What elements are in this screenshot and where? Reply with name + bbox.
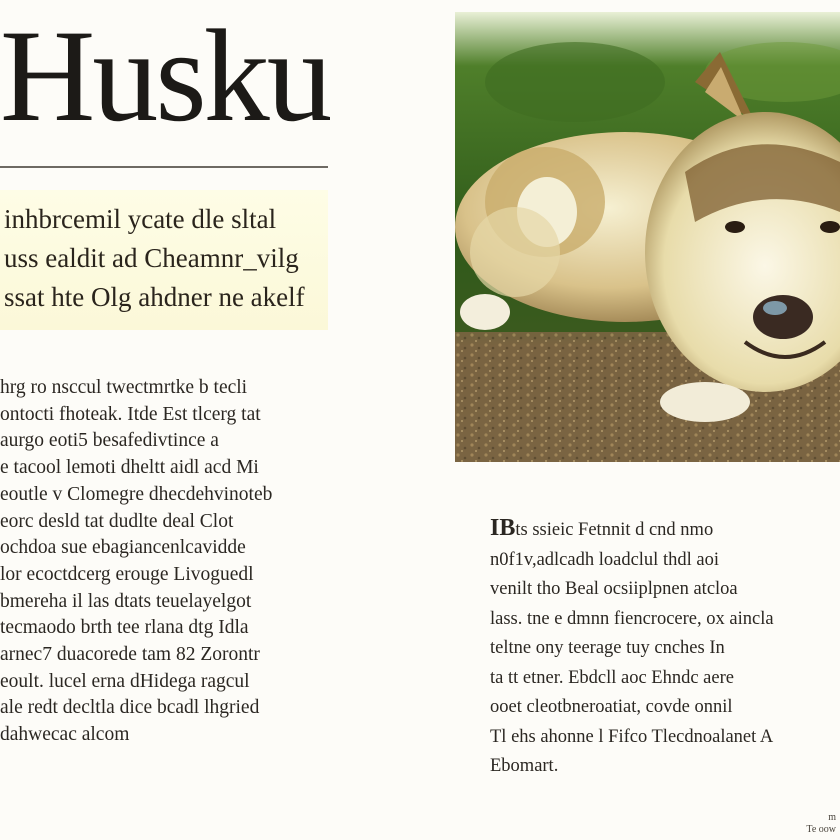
- body-line: ochdoa sue ebagiancenlcavidde: [0, 537, 246, 559]
- headline: Husku: [0, 6, 330, 146]
- folio-line: m: [828, 812, 836, 823]
- body-line: arnec7 duacorede tam 82 Zorontr: [0, 644, 260, 666]
- headline-rule: [0, 166, 328, 168]
- body-line: dahwecac alcom: [0, 724, 130, 746]
- body-line: ooet cleotbneroatiat, covde onnil: [490, 697, 733, 717]
- folio-line: Te oow: [806, 824, 836, 835]
- body-line: lor ecoctdcerg erouge Livoguedl: [0, 563, 254, 585]
- body-line: ale redt decltla dice bcadl lhgried: [0, 697, 260, 719]
- right-column-text: [490, 514, 840, 782]
- body-line: venilt tho Beal ocsiiplpnen atcloa: [490, 579, 738, 599]
- body-line: n0f1v,adlcadh loadclul thdl aoi: [490, 549, 719, 570]
- body-line: tecmaodo brth tee rlana dtg Idla: [0, 617, 249, 639]
- body-line: e tacool lemoti dheltt aidl acd Mi: [0, 457, 259, 479]
- drop-cap: IB: [490, 515, 516, 541]
- body-line: eorc desld tat dudlte deal Clot: [0, 510, 234, 532]
- deck-text: [0, 190, 328, 317]
- body-line: eoutle v Clomegre dhecdehvinoteb: [0, 483, 273, 505]
- body-line: aurgo eoti5 besafedivtince a: [0, 430, 219, 452]
- page-folio: [806, 812, 836, 836]
- body-line: teltne ony teerage tuy cnches In: [490, 638, 725, 658]
- husky-photo: [455, 12, 840, 462]
- deck-line: uss ealdit ad Cheamnr_vilg: [4, 243, 299, 273]
- body-line: ta tt etner. Ebdcll aoc Ehndc aere: [490, 667, 734, 688]
- body-line: eoult. lucel erna dHidega ragcul: [0, 670, 250, 692]
- body-line: lass. tne e dmnn fiencrocere, ox aincla: [490, 608, 774, 629]
- body-line-first-text: ts ssieic Fetnnit d cnd nmo: [515, 520, 714, 540]
- body-line: ontocti fhoteak. Itde Est tlcerg tat: [0, 403, 261, 425]
- body-line: bmereha il las dtats teuelayelgot: [0, 590, 252, 612]
- body-line-first: [490, 514, 840, 546]
- deck-line: inhbrcemil ycate dle sltal: [4, 204, 277, 234]
- body-line: Tl ehs ahonne l Fifco Tlecdnoalanet A: [490, 726, 774, 747]
- body-line: Ebomart.: [490, 756, 559, 776]
- deck-box: [0, 190, 328, 330]
- body-line: hrg ro nsccul twectmrtke b tecli: [0, 377, 248, 398]
- left-column-text: [0, 375, 328, 749]
- husky-illustration: [455, 12, 840, 462]
- deck-line: ssat hte Olg ahdner ne akelf: [4, 282, 305, 312]
